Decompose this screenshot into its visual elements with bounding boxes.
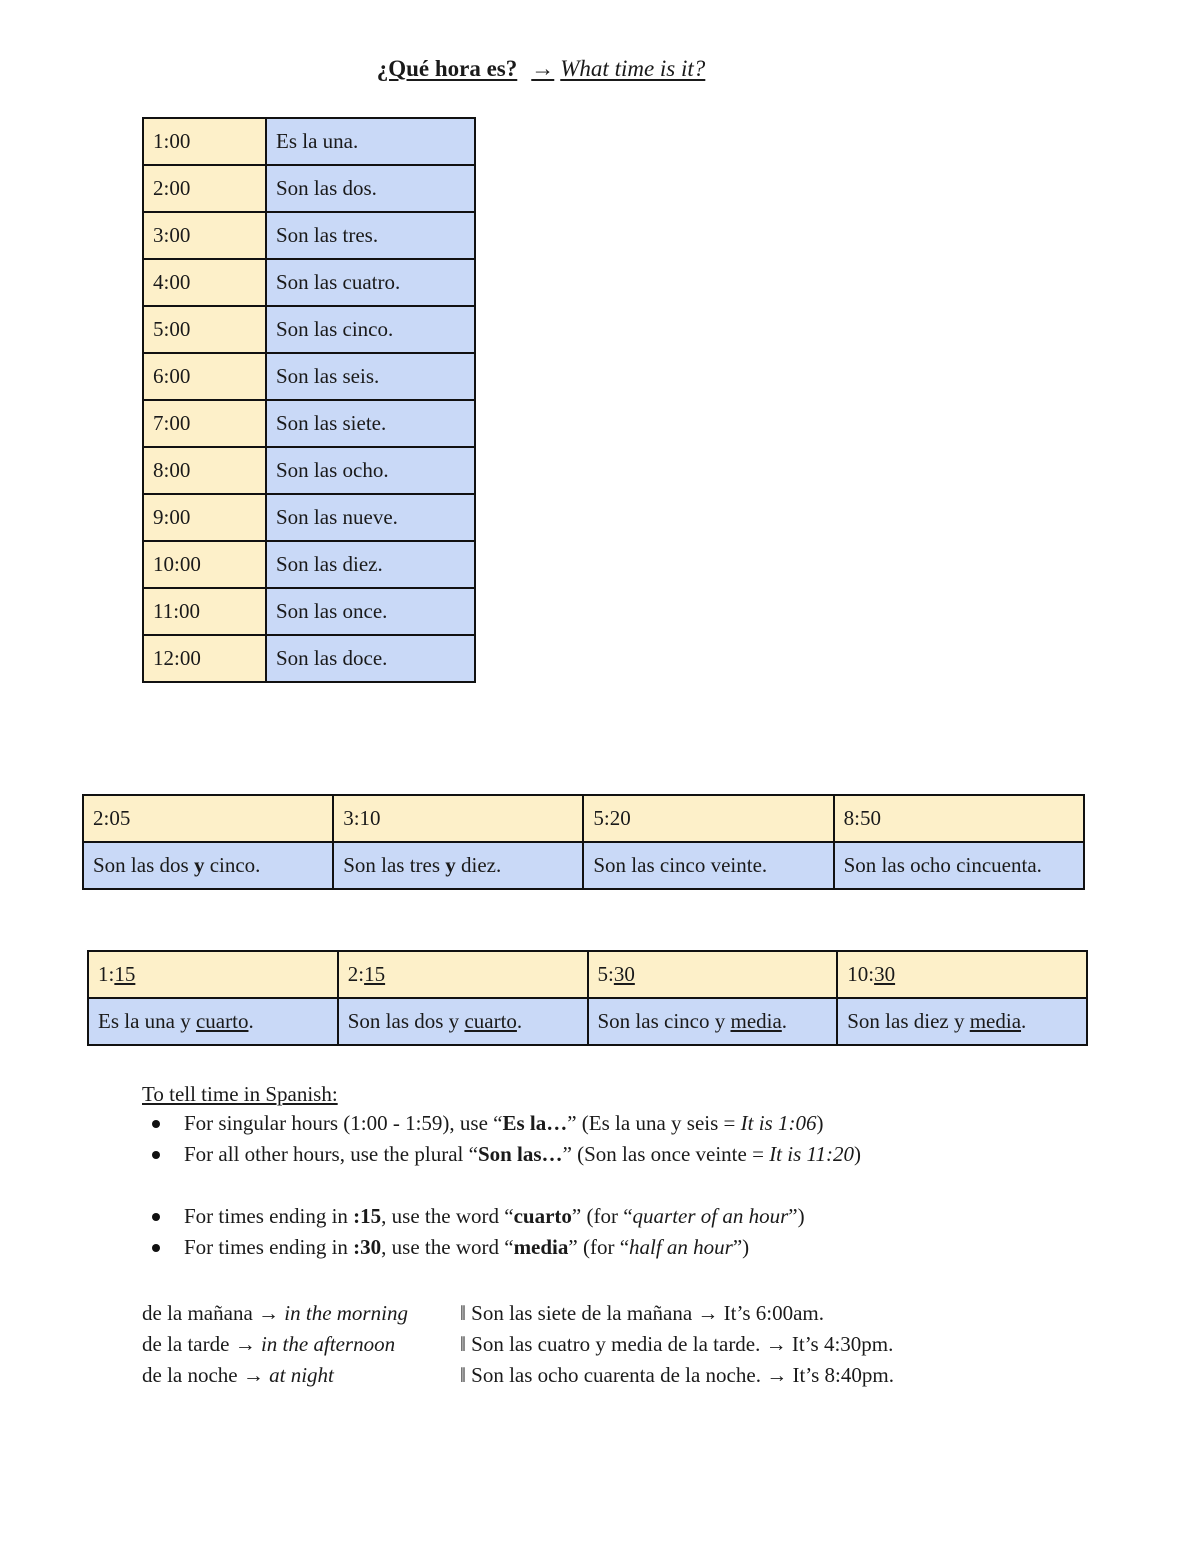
daypart-row-night	[142, 1360, 1142, 1391]
hours-row	[143, 118, 475, 165]
phrase-keyword: cuarto	[195, 1009, 249, 1033]
minutes-time-cell: 3:10	[333, 795, 583, 842]
hours-time-cell: 8:00	[143, 447, 266, 494]
daypart-spanish: de la mañana →	[142, 1301, 285, 1325]
rule-text: , use the word “	[381, 1235, 514, 1259]
rule-text: For times ending in	[184, 1235, 354, 1259]
hours-table	[142, 117, 476, 683]
hours-phrase-cell: Son las cinco.	[266, 306, 475, 353]
daypart-example: ‖ Son las cuatro y media de la tarde. → It’s 4:30pm.	[460, 1332, 894, 1356]
daypart-example: ‖ Son las siete de la mañana → It’s 6:00am.	[460, 1301, 824, 1325]
time-minutes: 30	[874, 962, 896, 986]
fraction-phrase-cell	[338, 998, 588, 1045]
hours-time-cell: 10:00	[143, 541, 266, 588]
phrase-text: diez.	[455, 853, 502, 877]
minutes-phrases-row	[83, 842, 1084, 889]
phrase-text: Son las tres	[343, 853, 446, 877]
minutes-phrase-cell	[834, 842, 1084, 889]
rule-keyword: cuarto	[513, 1204, 572, 1228]
phrase-keyword: cuarto	[464, 1009, 517, 1033]
hours-time-cell: 3:00	[143, 212, 266, 259]
daypart-spanish: de la noche →	[142, 1363, 270, 1387]
daypart-english: in the morning	[284, 1301, 408, 1325]
rule-text: ” (for “	[568, 1235, 630, 1259]
rules-list-fractions	[142, 1201, 1122, 1263]
minutes-time-cell: 2:05	[83, 795, 333, 842]
hours-phrase-cell: Son las diez.	[266, 541, 475, 588]
rule-text: For times ending in	[184, 1204, 354, 1228]
fraction-time-cell	[837, 951, 1087, 998]
hours-time-cell: 9:00	[143, 494, 266, 541]
daypart-spanish: de la tarde →	[142, 1332, 261, 1356]
rule-text: ” (Es la una y seis =	[567, 1111, 741, 1135]
phrase-keyword: media	[730, 1009, 782, 1033]
rule-text: ”)	[732, 1235, 750, 1259]
phrase-text: Son las dos y	[347, 1009, 465, 1033]
phrase-text: cinco.	[204, 853, 261, 877]
hours-time-cell: 5:00	[143, 306, 266, 353]
phrase-text: Son las ocho cincuenta.	[843, 853, 1042, 877]
fraction-phrase-cell	[88, 998, 338, 1045]
fraction-times-row	[88, 951, 1087, 998]
phrase-text: Son las dos	[93, 853, 194, 877]
time-minutes: 30	[613, 962, 635, 986]
hours-time-cell: 12:00	[143, 635, 266, 682]
hours-row	[143, 541, 475, 588]
hours-time-cell: 4:00	[143, 259, 266, 306]
phrase-conjunction: y	[445, 853, 456, 877]
hours-row	[143, 165, 475, 212]
hours-row	[143, 588, 475, 635]
rules-heading: To tell time in Spanish:	[142, 1082, 338, 1106]
hours-row	[143, 306, 475, 353]
minutes-time-cell: 5:20	[583, 795, 833, 842]
minutes-phrase-cell	[583, 842, 833, 889]
rule-text: , use the word “	[381, 1204, 514, 1228]
rules-section	[142, 1080, 1122, 1263]
phrase-text: Son las cinco veinte.	[593, 853, 768, 877]
phrase-text: .	[248, 1009, 254, 1033]
hours-row	[143, 635, 475, 682]
title-english: What time is it?	[560, 56, 706, 81]
daypart-english: at night	[269, 1363, 334, 1387]
rule-quarter	[142, 1201, 1122, 1232]
hours-phrase-cell: Es la una.	[266, 118, 475, 165]
phrase-text: .	[1021, 1009, 1027, 1033]
minutes-time-cell: 8:50	[834, 795, 1084, 842]
rule-text: For all other hours, use the plural “	[184, 1142, 478, 1166]
title-arrow: →	[531, 56, 555, 81]
fraction-phrases-row	[88, 998, 1087, 1045]
rule-keyword: Son las…	[477, 1142, 563, 1166]
minutes-times-row	[83, 795, 1084, 842]
phrase-conjunction: y	[193, 853, 205, 877]
time-minutes: 15	[364, 962, 386, 986]
hours-phrase-cell: Son las nueve.	[266, 494, 475, 541]
hours-phrase-cell: Son las ocho.	[266, 447, 475, 494]
hours-row	[143, 212, 475, 259]
daypart-row-afternoon	[142, 1329, 1142, 1360]
hours-time-cell: 11:00	[143, 588, 266, 635]
title-spanish: ¿Qué hora es?	[376, 56, 518, 81]
rules-list	[142, 1108, 1122, 1170]
rule-text: ” (for “	[571, 1204, 633, 1228]
fraction-time-cell	[88, 951, 338, 998]
daypart-label	[142, 1360, 334, 1391]
hours-time-cell: 7:00	[143, 400, 266, 447]
hours-phrase-cell: Son las dos.	[266, 165, 475, 212]
hours-phrase-cell: Son las once.	[266, 588, 475, 635]
fraction-phrase-cell	[837, 998, 1087, 1045]
rule-keyword: :30	[353, 1235, 382, 1259]
time-hour: 1:	[98, 962, 115, 986]
phrase-text: .	[516, 1009, 523, 1033]
hours-time-cell: 2:00	[143, 165, 266, 212]
phrase-text: Son las cinco y	[597, 1009, 731, 1033]
time-hour: 10:	[847, 962, 875, 986]
minutes-phrase-cell	[83, 842, 333, 889]
phrase-keyword: media	[969, 1009, 1022, 1033]
hours-time-cell: 6:00	[143, 353, 266, 400]
daypart-english: in the afternoon	[260, 1332, 396, 1356]
rule-keyword: Es la…	[502, 1111, 568, 1135]
daypart-label	[142, 1298, 408, 1329]
fraction-phrase-cell	[588, 998, 838, 1045]
minutes-phrase-cell	[333, 842, 583, 889]
hours-row	[143, 353, 475, 400]
rule-half	[142, 1232, 1122, 1263]
hours-phrase-cell: Son las seis.	[266, 353, 475, 400]
rule-text: ” (Son las once veinte =	[562, 1142, 770, 1166]
time-hour: 5:	[597, 962, 614, 986]
rule-text: ”)	[788, 1204, 805, 1228]
rule-keyword: :15	[353, 1204, 382, 1228]
rule-text: For singular hours (1:00 - 1:59), use “	[184, 1111, 503, 1135]
fraction-table	[87, 950, 1088, 1046]
rule-translation: It is 11:20	[769, 1142, 854, 1166]
hours-phrase-cell: Son las cuatro.	[266, 259, 475, 306]
fraction-time-cell	[338, 951, 588, 998]
rule-singular	[142, 1108, 1122, 1139]
hours-time-cell: 1:00	[143, 118, 266, 165]
rule-keyword: media	[513, 1235, 569, 1259]
phrase-text: .	[781, 1009, 788, 1033]
daypart-row-morning	[142, 1298, 1142, 1329]
hours-phrase-cell: Son las tres.	[266, 212, 475, 259]
time-minutes: 15	[114, 962, 136, 986]
rule-text: )	[816, 1111, 824, 1135]
daypart-label	[142, 1329, 395, 1360]
fraction-time-cell	[588, 951, 838, 998]
rule-plural	[142, 1139, 1122, 1170]
phrase-text: Son las diez y	[847, 1009, 970, 1033]
rule-translation: half an hour	[629, 1235, 733, 1259]
phrase-text: Es la una y	[98, 1009, 196, 1033]
minutes-table	[82, 794, 1085, 890]
hours-phrase-cell: Son las siete.	[266, 400, 475, 447]
hours-row	[143, 447, 475, 494]
rule-translation: It is 1:06	[740, 1111, 817, 1135]
hours-row	[143, 494, 475, 541]
time-hour: 2:	[347, 962, 365, 986]
hours-phrase-cell: Son las doce.	[266, 635, 475, 682]
page-title	[0, 56, 1082, 82]
rule-text: )	[853, 1142, 861, 1166]
dayparts-section	[142, 1298, 1142, 1391]
hours-row	[143, 400, 475, 447]
daypart-example: ‖ Son las ocho cuarenta de la noche. → It’s 8:40pm.	[460, 1363, 894, 1387]
rule-translation: quarter of an hour	[632, 1204, 789, 1228]
hours-row	[143, 259, 475, 306]
